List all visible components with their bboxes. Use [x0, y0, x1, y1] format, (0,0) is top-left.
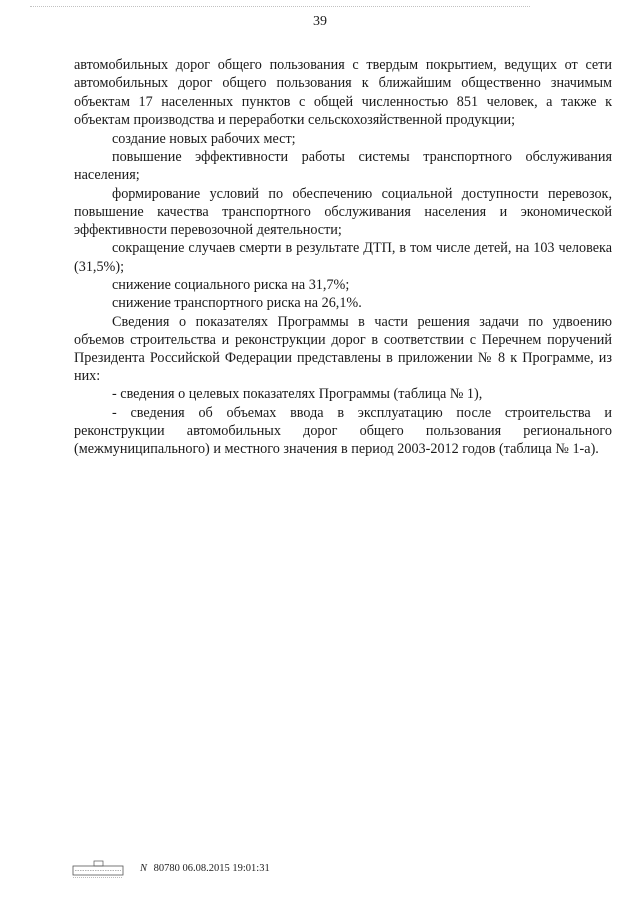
scan-artifact-line: [30, 6, 530, 9]
footer-registration-text: 80780 06.08.2015 19:01:31: [153, 863, 270, 874]
footer-registration: [140, 863, 270, 874]
paragraph-list-item: снижение транспортного риска на 26,1%.: [112, 295, 362, 312]
paragraph-list-item: сокращение случаев смерти в результате ДТП, в том числе детей, на 103 человека (31,5%);: [74, 240, 612, 275]
registry-stamp-icon: [72, 860, 124, 880]
paragraph-list-item: повышение эффективности работы системы транспортного обслуживания населения;: [74, 149, 612, 184]
paragraph-intro: автомобильных дорог общего пользования с твердым покрытием, ведущих от сети автомобильных дорог общего пользования к ближайшим общественно значимым объектам 17 населенных пунктов с общей численностью 851 человек, а также к объектам производства и переработки сельскохозяйственной продукции;: [74, 57, 612, 129]
paragraph-list-item: создание новых рабочих мест;: [112, 130, 296, 147]
paragraph-dash-item: - сведения о целевых показателях Программы (таблица № 1),: [112, 386, 483, 403]
page-number: 39: [313, 14, 327, 29]
document-footer: [72, 860, 472, 882]
paragraph-list-item: снижение социального риска на 31,7%;: [112, 276, 350, 293]
paragraph-indicators: Сведения о показателях Программы в части решения задачи по удвоению объемов строительства и реконструкции дорог в соответствии с Перечнем поручений Президента Российской Федерации представлены в приложении № 8 к Программе, из них:: [74, 313, 612, 385]
footer-mark: N: [140, 863, 148, 874]
paragraph-list-item: формирование условий по обеспечению социальной доступности перевозок, повышение качества транспортного обслуживания населения и экономической эффективности перевозочной деятельности;: [74, 185, 612, 239]
paragraph-dash-item: - сведения об объемах ввода в эксплуатацию после строительства и реконструкции автомобильных дорог общего пользования регионального (межмуниципального) и местного значения в период 2003-2012 годов (таблица № 1-а).: [74, 404, 612, 457]
body-text: [74, 56, 612, 458]
